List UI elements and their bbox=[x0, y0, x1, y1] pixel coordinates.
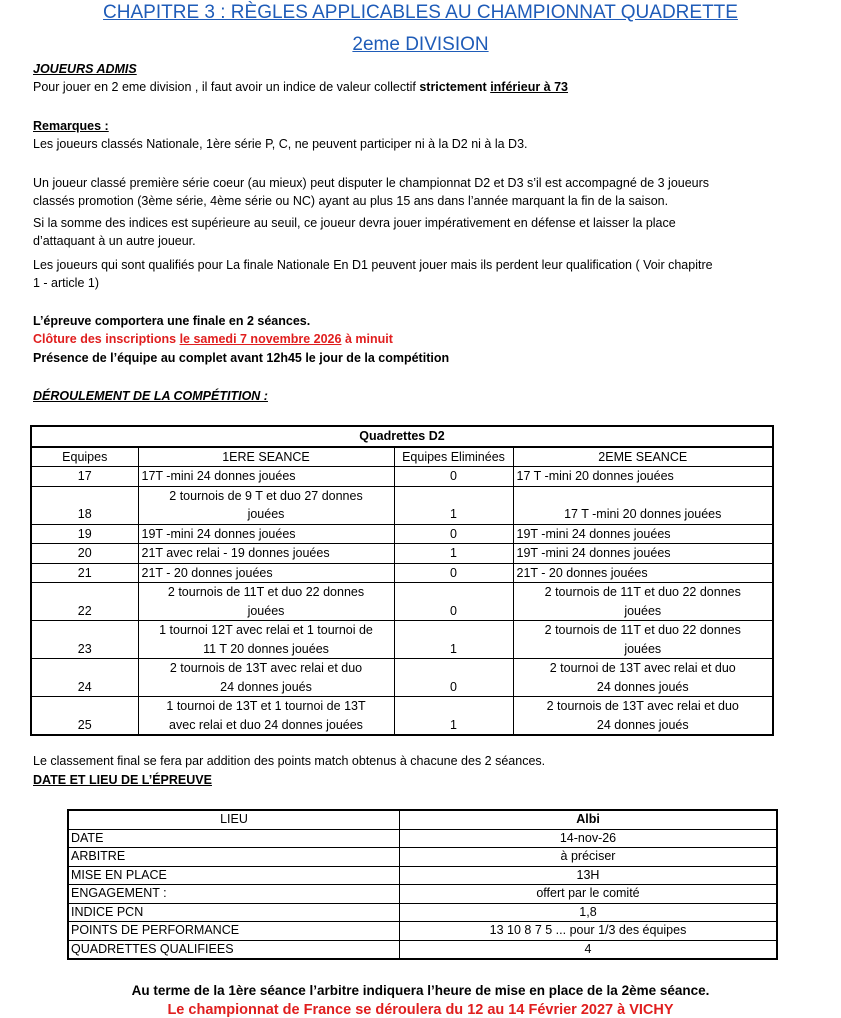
lieu-value: offert par le comité bbox=[400, 885, 778, 904]
equipes-cell bbox=[31, 486, 138, 524]
seance1-cell bbox=[138, 563, 394, 583]
seance2-cell bbox=[513, 659, 773, 697]
seance1-cell bbox=[138, 659, 394, 697]
seance2-cell bbox=[513, 621, 773, 659]
seance2-line: 2 tournoi de 13T avec relai et duo bbox=[549, 661, 736, 675]
equipes-cell bbox=[31, 659, 138, 697]
seance1-line: 21T avec relai - 19 donnes jouées bbox=[141, 546, 330, 560]
eliminees-value: 0 bbox=[450, 469, 457, 483]
table-row bbox=[68, 866, 777, 885]
eliminees-cell bbox=[394, 486, 513, 524]
eliminees-value: 1 bbox=[450, 507, 457, 521]
classement-text: Le classement final se fera par addition des points match obtenus à chacune des 2 séances. bbox=[33, 754, 546, 768]
lieu-value: 4 bbox=[400, 940, 778, 959]
seance2-line: 17 T -mini 20 donnes jouées bbox=[516, 469, 674, 483]
seance2-line: 17 T -mini 20 donnes jouées bbox=[564, 507, 722, 521]
remarque-line: d’attaquant à un autre joueur. bbox=[33, 234, 196, 248]
eliminees-value: 1 bbox=[450, 546, 457, 560]
joueurs-heading: JOUEURS ADMIS bbox=[33, 62, 137, 76]
table-row bbox=[31, 583, 773, 621]
joueurs-line-bold: strictement bbox=[419, 80, 491, 94]
eliminees-cell bbox=[394, 563, 513, 583]
lieu-key: QUADRETTES QUALIFIEES bbox=[68, 940, 400, 959]
page-title: CHAPITRE 3 : RÈGLES APPLICABLES AU CHAMPIONNAT QUADRETTE bbox=[103, 2, 738, 23]
table-row bbox=[68, 848, 777, 867]
seance1-line: 1 tournoi 12T avec relai et 1 tournoi de bbox=[159, 623, 373, 637]
seance1-cell bbox=[138, 621, 394, 659]
column-header: Equipes Eliminées bbox=[394, 447, 513, 467]
seance1-cell bbox=[138, 544, 394, 564]
eliminees-value: 0 bbox=[450, 679, 457, 694]
lieu-key: INDICE PCN bbox=[68, 903, 400, 922]
eliminees-cell bbox=[394, 524, 513, 544]
seance2-line: 24 donnes joués bbox=[596, 679, 689, 694]
seance1-line: 17T -mini 24 donnes jouées bbox=[141, 469, 296, 483]
seance1-cell bbox=[138, 486, 394, 524]
cloture-suffix: à minuit bbox=[341, 332, 393, 346]
footer-championnat: Le championnat de France se déroulera du 12 au 14 Février 2027 à VICHY bbox=[167, 1002, 674, 1018]
seance2-cell bbox=[513, 583, 773, 621]
seance2-cell bbox=[513, 563, 773, 583]
column-header: 2EME SEANCE bbox=[513, 447, 773, 467]
seance2-line bbox=[517, 487, 770, 506]
remarque-line: Si la somme des indices est supérieure au seuil, ce joueur devra jouer impérativement en défense et laisser la place bbox=[33, 216, 676, 230]
seance1-cell bbox=[138, 697, 394, 736]
cloture-line bbox=[33, 330, 393, 348]
equipes-cell bbox=[31, 583, 138, 621]
equipes-cell bbox=[31, 544, 138, 564]
seance1-line: 21T - 20 donnes jouées bbox=[141, 565, 273, 580]
lieu-key: ARBITRE bbox=[68, 848, 400, 867]
joueurs-line-prefix: Pour jouer en 2 eme division , il faut avoir un indice de valeur collectif bbox=[33, 80, 420, 94]
seance2-cell bbox=[513, 467, 773, 487]
seance2-line: jouées bbox=[624, 603, 662, 618]
equipes-cell bbox=[31, 697, 138, 736]
lieu-key: MISE EN PLACE bbox=[68, 866, 400, 885]
equipes-value: 21 bbox=[77, 565, 92, 580]
seance2-line: 2 tournois de 11T et duo 22 donnes bbox=[544, 585, 741, 599]
table-row bbox=[68, 829, 777, 848]
seance2-cell bbox=[513, 697, 773, 736]
seance1-line: avec relai et duo 24 donnes jouées bbox=[169, 717, 363, 732]
epreuve-line: L’épreuve comportera une finale en 2 séances. bbox=[33, 314, 311, 328]
seance2-line: 21T - 20 donnes jouées bbox=[516, 565, 648, 580]
eliminees-value: 0 bbox=[450, 565, 457, 580]
cloture-date: le samedi 7 novembre 2026 bbox=[179, 332, 342, 346]
remarques-heading: Remarques : bbox=[33, 119, 109, 133]
seance1-line: jouées bbox=[247, 507, 285, 521]
page-subtitle: 2eme DIVISION bbox=[352, 34, 489, 55]
table-row bbox=[31, 486, 773, 524]
seance1-line: 19T -mini 24 donnes jouées bbox=[141, 526, 296, 541]
eliminees-cell bbox=[394, 467, 513, 487]
lieu-header-key: LIEU bbox=[68, 810, 400, 829]
lieu-key: DATE bbox=[68, 829, 400, 848]
lieu-value: 13H bbox=[400, 866, 778, 885]
lieu-value: à préciser bbox=[400, 848, 778, 867]
equipes-value: 22 bbox=[77, 603, 92, 618]
table-row bbox=[31, 544, 773, 564]
date-lieu-heading: DATE ET LIEU DE L’ÉPREUVE bbox=[33, 773, 212, 787]
lieu-table bbox=[67, 809, 778, 960]
equipes-value: 23 bbox=[77, 641, 92, 656]
footer-note: Au terme de la 1ère séance l’arbitre indiquera l’heure de mise en place de la 2ème séance. bbox=[131, 983, 710, 998]
remarque-line: 1 - article 1) bbox=[33, 276, 99, 290]
deroulement-heading: DÉROULEMENT DE LA COMPÉTITION : bbox=[33, 389, 268, 403]
table-row bbox=[31, 467, 773, 487]
seance2-line: 24 donnes joués bbox=[596, 717, 689, 732]
seance2-cell bbox=[513, 486, 773, 524]
equipes-cell bbox=[31, 621, 138, 659]
competition-table bbox=[30, 425, 774, 736]
eliminees-value: 0 bbox=[450, 603, 457, 618]
eliminees-value: 1 bbox=[450, 641, 457, 656]
column-header: 1ERE SEANCE bbox=[138, 447, 394, 467]
eliminees-value: 0 bbox=[450, 526, 457, 541]
joueurs-line-threshold: inférieur à 73 bbox=[490, 80, 569, 94]
lieu-value: 13 10 8 7 5 ... pour 1/3 des équipes bbox=[400, 922, 778, 941]
seance1-line: 1 tournoi de 13T et 1 tournoi de 13T bbox=[166, 699, 366, 713]
table-row bbox=[68, 922, 777, 941]
equipes-cell bbox=[31, 524, 138, 544]
remarque-line: Les joueurs qui sont qualifiés pour La finale Nationale En D1 peuvent jouer mais ils perdent leur qualification ( Voir chapitre bbox=[33, 258, 713, 272]
equipes-cell bbox=[31, 467, 138, 487]
seance2-cell bbox=[513, 524, 773, 544]
table-row bbox=[68, 940, 777, 959]
equipes-value: 20 bbox=[77, 546, 92, 560]
eliminees-value: 1 bbox=[450, 717, 457, 732]
table-row bbox=[31, 659, 773, 697]
presence-line: Présence de l’équipe au complet avant 12h45 le jour de la compétition bbox=[33, 351, 450, 365]
eliminees-cell bbox=[394, 621, 513, 659]
cloture-prefix: Clôture des inscriptions bbox=[33, 332, 180, 346]
seance1-line: 11 T 20 donnes jouées bbox=[203, 641, 329, 656]
seance1-line: 2 tournois de 13T avec relai et duo bbox=[169, 661, 363, 675]
table-row bbox=[68, 903, 777, 922]
remarque-line: Les joueurs classés Nationale, 1ère série P, C, ne peuvent participer ni à la D2 ni à la D3. bbox=[33, 137, 528, 151]
seance2-cell bbox=[513, 544, 773, 564]
seance1-line: 2 tournois de 9 T et duo 27 donnes bbox=[169, 488, 363, 503]
joueurs-line bbox=[33, 78, 568, 96]
equipes-value: 19 bbox=[77, 526, 92, 541]
seance2-line: 19T -mini 24 donnes jouées bbox=[516, 546, 671, 560]
lieu-value: 1,8 bbox=[400, 903, 778, 922]
eliminees-cell bbox=[394, 583, 513, 621]
seance2-line: 2 tournois de 13T avec relai et duo bbox=[546, 699, 739, 713]
eliminees-cell bbox=[394, 697, 513, 736]
eliminees-cell bbox=[394, 659, 513, 697]
lieu-value: 14-nov-26 bbox=[400, 829, 778, 848]
seance2-line: 19T -mini 24 donnes jouées bbox=[516, 526, 671, 541]
seance2-line: 2 tournois de 11T et duo 22 donnes bbox=[544, 623, 741, 637]
equipes-value: 24 bbox=[77, 679, 92, 694]
column-header: Equipes bbox=[31, 447, 138, 467]
equipes-value: 25 bbox=[77, 717, 92, 732]
equipes-value: 18 bbox=[77, 507, 92, 521]
competition-table-title: Quadrettes D2 bbox=[31, 426, 773, 447]
seance1-line: jouées bbox=[247, 603, 285, 618]
seance1-cell bbox=[138, 583, 394, 621]
equipes-cell bbox=[31, 563, 138, 583]
seance2-line: jouées bbox=[624, 641, 662, 656]
lieu-key: ENGAGEMENT : bbox=[68, 885, 400, 904]
table-row bbox=[31, 563, 773, 583]
seance1-line: 2 tournois de 11T et duo 22 donnes bbox=[167, 585, 365, 599]
seance1-cell bbox=[138, 467, 394, 487]
table-row bbox=[68, 885, 777, 904]
equipes-value: 17 bbox=[77, 469, 92, 483]
seance1-cell bbox=[138, 524, 394, 544]
table-row bbox=[31, 621, 773, 659]
seance1-line: 24 donnes joués bbox=[220, 679, 312, 694]
lieu-header-value: Albi bbox=[400, 810, 778, 829]
table-row bbox=[31, 524, 773, 544]
lieu-key: POINTS DE PERFORMANCE bbox=[68, 922, 400, 941]
table-row bbox=[31, 697, 773, 736]
remarque-line: classés promotion (3ème série, 4ème série ou NC) ayant au plus 15 ans dans l’année marquant la fin de la saison. bbox=[33, 194, 669, 208]
remarque-line: Un joueur classé première série coeur (au mieux) peut disputer le championnat D2 et D3 s’il est accompagné de 3 joueurs bbox=[33, 176, 710, 190]
eliminees-cell bbox=[394, 544, 513, 564]
